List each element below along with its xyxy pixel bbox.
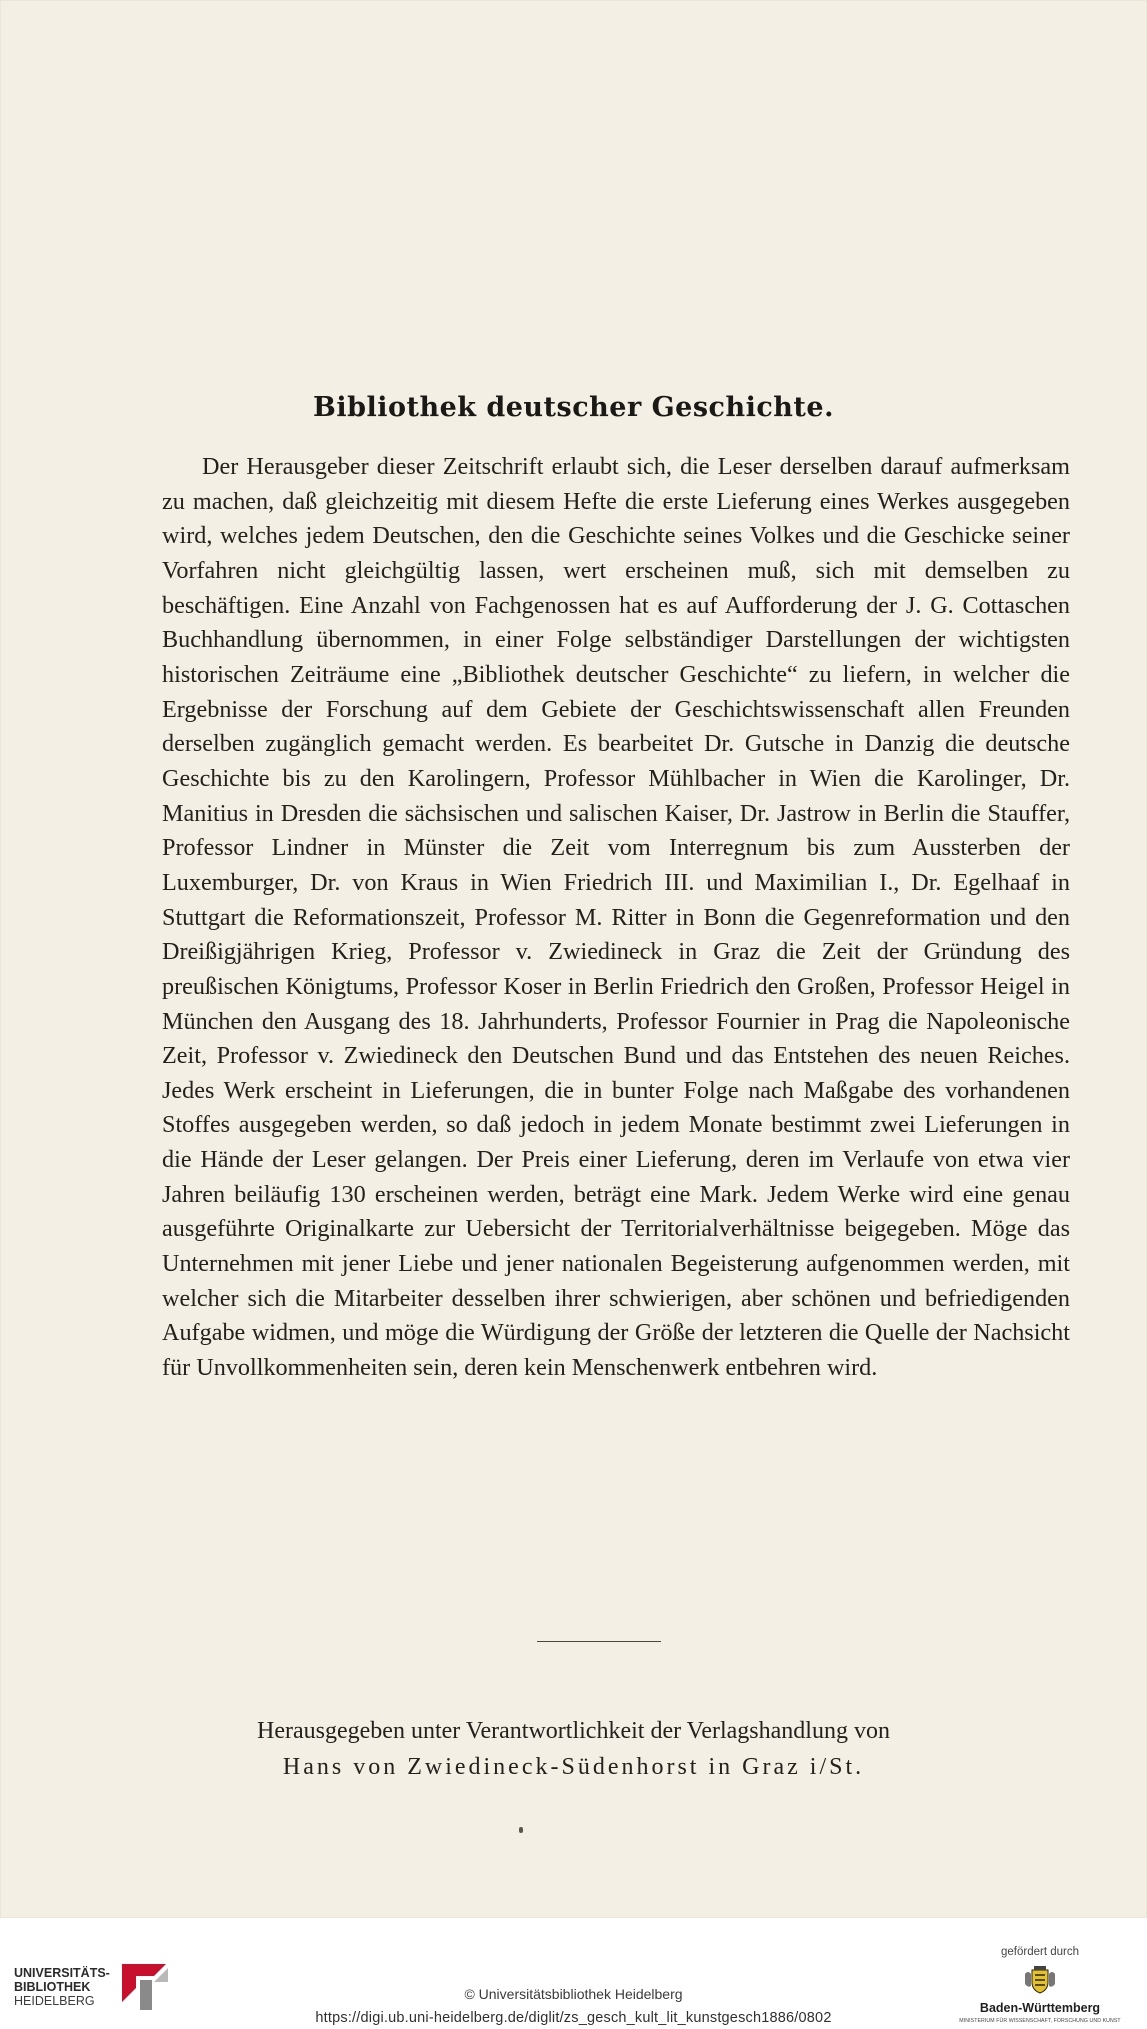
- copyright-notice: © Universitätsbibliothek Heidelberg: [464, 1986, 683, 2002]
- sponsor-ministry: MINISTERIUM FÜR WISSENSCHAFT, FORSCHUNG UND KUNST: [959, 2018, 1121, 2024]
- library-name-line-1: UNIVERSITÄTS-: [14, 1966, 110, 1980]
- coat-of-arms-icon: [1022, 1966, 1058, 1996]
- sponsor-name: Baden-Württemberg: [979, 2001, 1101, 2015]
- printer-mark: [519, 1827, 523, 1833]
- library-name-line-3: HEIDELBERG: [14, 1994, 95, 2008]
- page-title: Bibliothek deutscher Geschichte.: [313, 392, 834, 423]
- imprint-line-1: Herausgegeben unter Verantwortlichkeit der Verlagshandlung von: [257, 1718, 890, 1744]
- sponsor-label: gefördert durch: [1001, 1946, 1079, 1958]
- body-paragraph: Der Herausgeber dieser Zeitschrift erlaubt sich, die Leser derselben darauf aufmerksam zu machen, daß gleichzeitig mit diesem Hefte die erste Lieferung eines Werkes ausgegeben wird, welches jedem Deutschen, den die Geschichte seines Volkes und die Geschicke seiner Vorfahren nicht gleichgültig lassen, wert erscheinen muß, sich mit demselben zu beschäftigen. Eine Anzahl von Fachgenossen hat es auf Aufforderung der J. G. Cottaschen Buchhandlung übernommen, in einer Folge selbständiger Darstellungen der wichtigsten historischen Zeiträume eine „Bibliothek deutscher Geschichte“ zu liefern, in welcher die Ergebnisse der Forschung auf dem Gebiete der Geschichtswissenschaft allen Freunden derselben zugänglich gemacht werden. Es bearbeitet Dr. Gutsche in Danzig die deutsche Geschichte bis zu den Karolingern, Professor Mühlbacher in Wien die Karolinger, Dr. Manitius in Dresden die sächsischen und salischen Kaiser, Dr. Jastrow in Berlin die Stauffer, Professor Lindner in Münster die Zeit vom Interregnum bis zum Aussterben der Luxemburger, Dr. von Kraus in Wien Friedrich III. und Maximilian I., Dr. Egelhaaf in Stuttgart die Reformationszeit, Professor M. Ritter in Bonn die Gegenreformation und den Dreißigjährigen Krieg, Professor v. Zwiedineck in Graz die Zeit der Gründung des preußischen Königtums, Professor Koser in Berlin Friedrich den Großen, Professor Heigel in München den Ausgang des 18. Jahrhunderts, Professor Fournier in Prag die Napoleonische Zeit, Professor v. Zwiedineck den Deutschen Bund und das Entstehen des neuen Reiches. Jedes Werk erscheint in Lieferungen, die in bunter Folge nach Maßgabe des vorhandenen Stoffes ausgegeben werden, so daß jedoch in jedem Monate bestimmt zwei Lieferungen in die Hände der Leser gelangen. Der Preis einer Lieferung, deren im Verlaufe von etwa vier Jahren beiläufig 130 erscheinen werden, beträgt eine Mark. Jedem Werke wird eine genau ausgeführte Originalkarte zur Uebersicht der Territorialverhältnisse beigegeben. Möge das Unternehmen mit jener Liebe und jener nationalen Begeisterung aufgenommen werden, mit welcher sich die Mitarbeiter desselben ihrer schwierigen, aber schönen und befriedigenden Aufgabe widmen, und möge die Würdigung der Größe der letzteren die Quelle der Nachsicht für Unvollkommenheiten sein, deren kein Menschenwerk entbehren wird.: [162, 453, 1070, 1382]
- divider-rule: [537, 1641, 661, 1642]
- sponsor-block[interactable]: [945, 1946, 1135, 2026]
- library-name-line-2: BIBLIOTHEK: [14, 1980, 91, 1994]
- source-url-link[interactable]: https://digi.ub.uni-heidelberg.de/diglit/zs_gesch_kult_lit_kunstgesch1886/0802: [315, 2010, 832, 2026]
- imprint-line-2: Hans von Zwiedineck-Südenhorst in Graz i/St.: [282, 1754, 865, 1780]
